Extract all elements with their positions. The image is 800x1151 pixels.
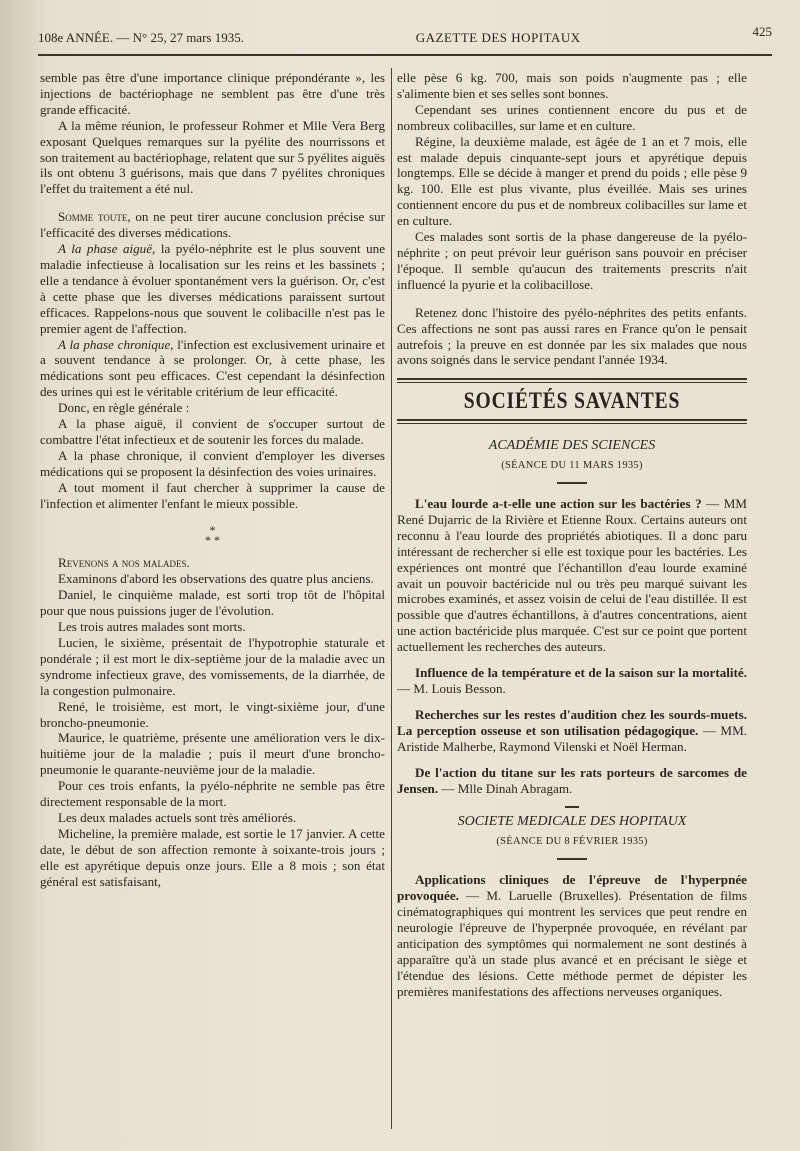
entry-title: De l'action du titane sur les rats porteurs de sarcomes de Jensen. [397,764,747,796]
paragraph [40,241,385,336]
paragraph-text: l'infection est exclusivement urinaire et a souvent tendance à se prolonger. Or, à cette phase, les médications sont peu efficaces. C'est cependant la désinfection des urines qui est le véritable critérium de leur efficacité. [40,336,385,400]
paragraph: Retenez donc l'histoire des pyélo-néphrites des petits enfants. Ces affections ne sont pas aussi rares en France qu'on le pensait autrefois ; la preuve en est donnée par les six malades que nous avons soignés dans le service pendant l'année 1934. [397,304,747,368]
entry-title: Applications cliniques de l'épreuve de l'hyperpnée provoquée. [397,872,747,904]
header-year: 108e ANNÉE. [38,30,114,45]
entry-title: Influence de la température et de la saison sur la mortalité. [415,665,747,681]
entry-title: L'eau lourde a-t-elle une action sur les bactéries ? [415,496,702,512]
header-left [38,30,244,46]
header-issue: — N° 25, 27 mars 1935. [116,30,244,45]
entry-authors: — MM. Aristide Malherbe, Raymond Vilenski et Noël Herman. [397,722,747,754]
communication-entry [397,665,747,697]
right-column [397,70,747,1010]
academie-heading: ACADÉMIE DES SCIENCES [488,438,656,454]
paragraph: A tout moment il faut chercher à supprimer la cause de l'infection et alimenter l'enfant le mieux possible. [40,479,385,511]
paragraph [40,337,385,401]
paragraph: Micheline, la première malade, est sortie le 17 janvier. A cette date, le début de son affection remonte à soixante-trois jours ; elle est apyrétique depuis onze jours. Elle a 8 mois ; son état général est satisfaisant, [40,825,385,889]
paragraph: Pour ces trois enfants, la pyélo-néphrite ne semble pas être directement responsable de la mort. [40,778,385,810]
subheading: Revenons a nos malades. [58,555,190,571]
lead-in: A la phase chronique, [58,336,174,352]
paragraph: Les trois autres malades sont morts. [58,619,246,635]
paragraph: elle pèse 6 kg. 700, mais son poids n'augmente pas ; elle s'alimente bien et ses selles sont bonnes. [397,70,747,101]
societe-heading: SOCIETE MEDICALE DES HOPITAUX [457,814,687,830]
paragraph: Régine, la deuxième malade, est âgée de 1 an et 7 mois, elle est malade depuis cinquante-sept jours et apyrétique depuis longtemps. Elle se décide à manger et prend du poids ; elle pèse 9 kg. 100. Elle est plus vivante, plus éveillée. Mais ses urines contiennent encore du pus et de nombreux colibacilles sur lame et en culture. [397,133,747,229]
paragraph: René, le troisième, est mort, le vingt-sixième jour, d'une broncho-pneumonie. [40,698,385,730]
entry-body: Présentation de films cinématographiques qui montrent les services que peut rendre en neurologie l'épreuve de l'hyperpnée provoquée, en révélant par anticipation des symptômes qui normalement ne sont destinés à apparaître qu'à un stade plus avancé et en précisant le siège et l'étendue des lésions. Cette méthode permet de dépister les premières manifestations des affections nerveuses organiques. [397,888,747,999]
entry-title: Recherches sur les restes d'audition chez les sourds-muets. La perception osseuse et son utilisation pédagogique. [397,706,747,738]
paragraph-text: la pyélo-néphrite est le plus souvent une maladie infectieuse à localisation sur les reins et les bassinets ; elle a tendance à évoluer spontanément vers la guérison. Or, c'est à cette phase que les diverses médications paraissent surtout efficaces. Rappelons-nous que souvent le colibacille n'est pas le premier agent de l'affection. [40,241,386,336]
paragraph: Maurice, le quatrième, présente une amélioration vers le dix-huitième jour de la maladie ; puis il meurt d'une broncho-pneumonie le quarante-neuvième jour de la maladie. [40,730,385,778]
lead-in: A la phase aiguë, [58,241,156,257]
communication-entry [397,872,747,999]
entry-body: Certains auteurs ont reconnu à l'eau lourde des propriétés abiotiques. Il a donc paru intéressant de rechercher si elle est toxique pour les bactéries. Les expériences ont montré que l'échantillon d'eau lourde examiné avait un pouvoir bactéricide nul ou très peu marqué suivant les microbes examinés, et assez voisin de celui de l'eau distillée. Il est possible que d'autres échantillons, à d'autres concentrations, aient une action bactéricide plus marquée. C'est sur ce point que portent actuellement les recherches des auteurs. [397,511,747,655]
paragraph: Daniel, le cinquième malade, est sorti trop tôt de l'hôpital pour que nous puissions juger de l'évolution. [40,587,385,619]
column-divider [391,68,392,1129]
seance-date: (SÉANCE DU 8 FÉVRIER 1935) [496,836,648,848]
paragraph-text: on ne peut tirer aucune conclusion précise sur l'efficacité des diverses médications. [40,209,385,241]
header-rule [38,54,772,56]
page-header [38,24,772,52]
paragraph: semble pas être d'une importance clinique prépondérante », les injections de bactériophage ne semblent pas être d'une très grande efficacité. [40,70,385,117]
communication-entry [397,707,747,755]
section-title: SOCIÉTÉS SAVANTES [463,388,681,414]
short-rule [557,482,587,484]
paragraph [40,209,385,241]
short-rule [565,806,579,808]
paragraph: Ces malades sont sortis de la phase dangereuse de la pyélo-néphrite ; on peut prévoir leur guérison sans pouvoir en préciser l'époque. Il semble qu'aucun des traitements prescrits n'ait influencé la pyurie et la colibacillose. [397,229,747,292]
seance-date: (SÉANCE DU 11 MARS 1935) [501,460,643,472]
entry-authors: — M. Laruelle (Bruxelles). [466,888,622,904]
section-rule [397,378,747,383]
communication-entry [397,765,747,797]
page-number: 425 [752,24,772,39]
communication-entry [397,496,747,655]
entry-authors: — Mlle Dinah Abragam. [441,780,573,796]
paragraph: Cependant ses urines contiennent encore du pus et de nombreux colibacilles, sur lame et en culture. [397,101,747,133]
paragraph: Examinons d'abord les observations des quatre plus anciens. [58,571,374,587]
lead-in: Somme toute, [58,209,131,225]
left-column [40,70,385,890]
short-rule [557,858,587,860]
paragraph: A la phase aiguë, il convient de s'occuper surtout de combattre l'état infectieux et de soutenir les forces du malade. [40,416,385,447]
section-rule [397,419,747,424]
paragraph: Les deux malades actuels sont très améliorés. [58,809,297,825]
entry-authors: — MM René Dujarric de la Rivière et Etienne Roux. [397,496,747,527]
entry-authors: — M. Louis Besson. [397,681,506,696]
paragraph: A la phase chronique, il convient d'employer les diverses médications qui se proposent la désinfection des voies urinaires. [40,447,385,479]
paragraph: Lucien, le sixième, présentait de l'hypotrophie staturale et pondérale ; il est mort le dix-septième jour de la maladie avec un syndrome infectieux grave, des vomissements, de la diarrhée, de la congestion pulmonaire. [40,635,385,698]
paragraph: Donc, en règle générale : [58,400,190,416]
paragraph: A la même réunion, le professeur Rohmer et Mlle Vera Berg exposant Quelques remarques sur la pyélite des nourrissons et son traitement au bactériophage, relatent que sur 5 pyélites aiguës ils ont obtenu 3 guérisons, mais que dans 7 pyélites chroniques l'effet du traitement a été nul. [40,117,385,197]
asterism: * * * [205,523,220,548]
journal-title: GAZETTE DES HOPITAUX [415,30,581,45]
